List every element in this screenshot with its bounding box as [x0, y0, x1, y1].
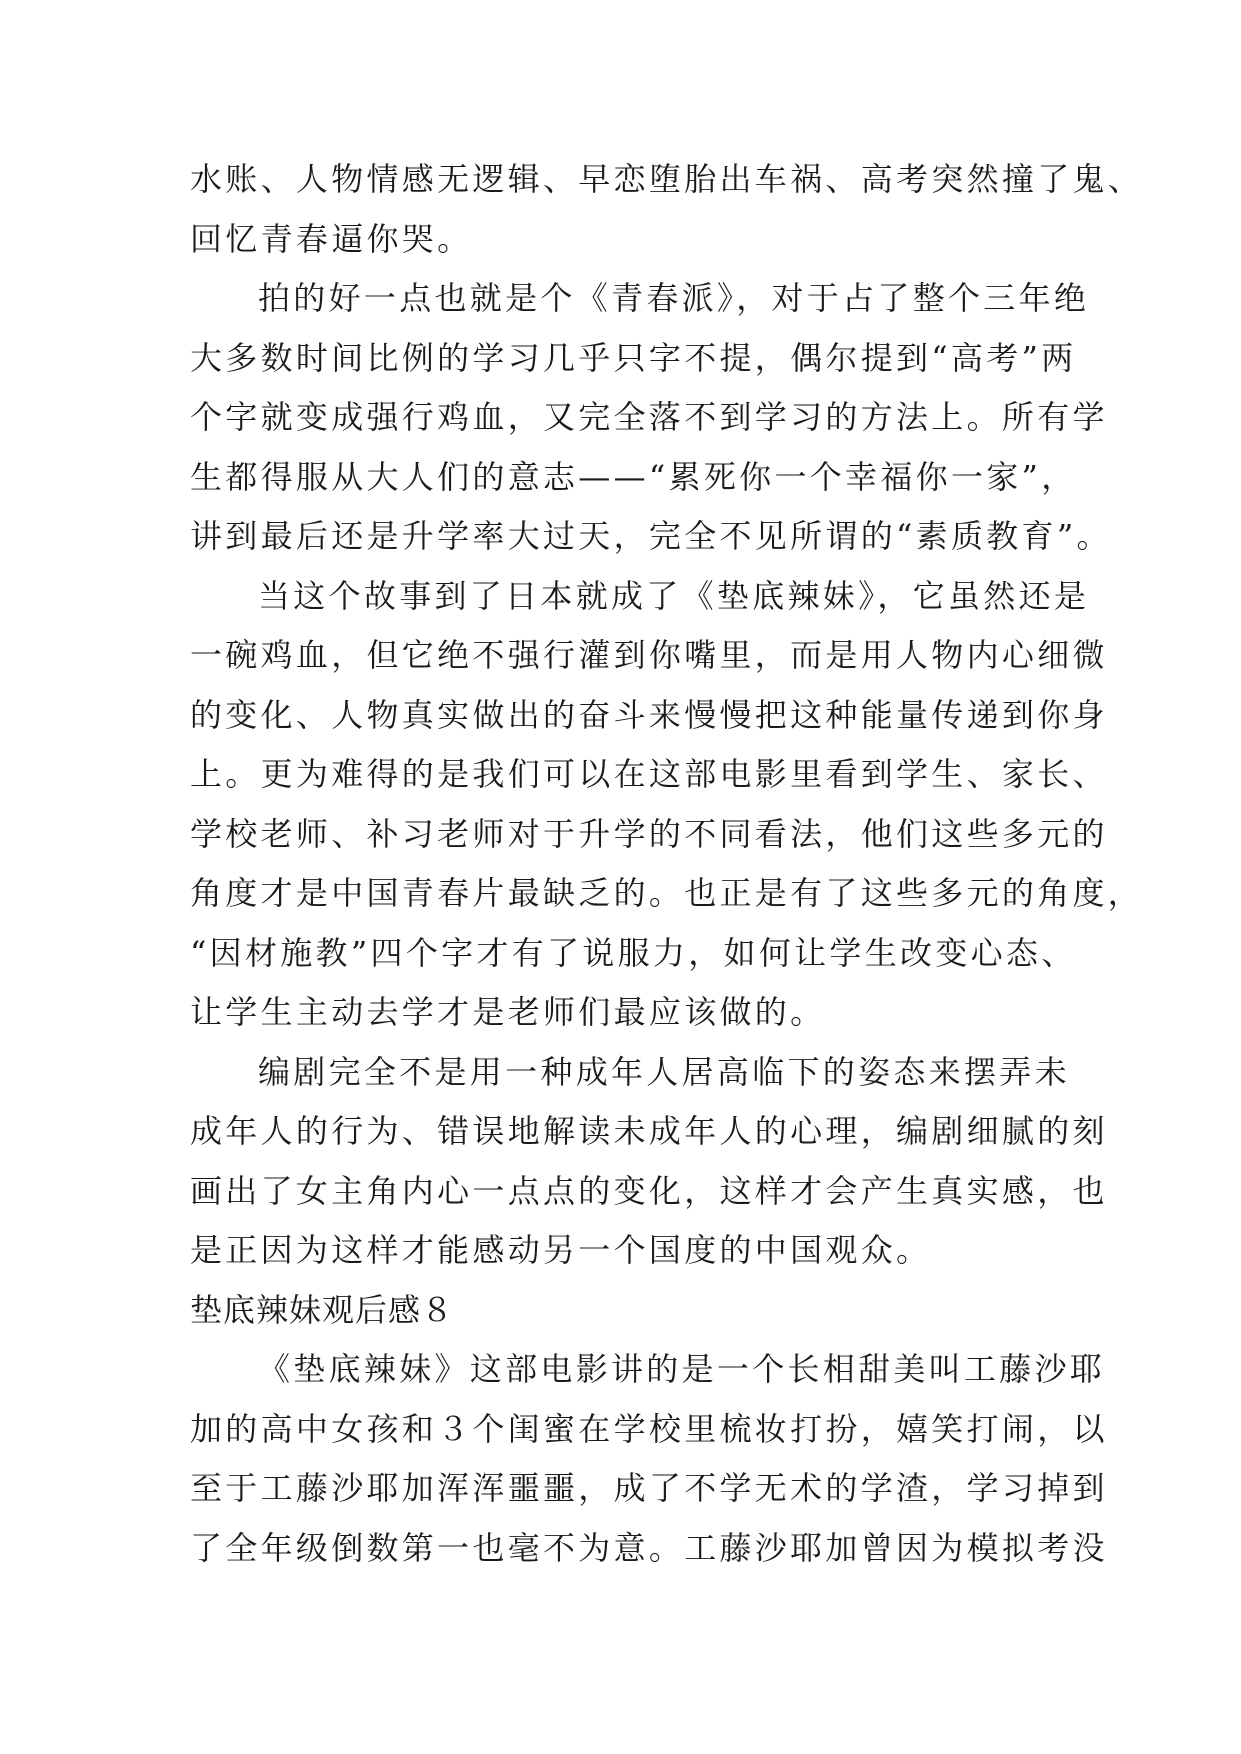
- text-line: 大多数时间比例的学习几乎只字不提，偶尔提到“高考”两: [190, 338, 1077, 377]
- text-line: 成年人的行为、错误地解读未成年人的心理，编剧细腻的刻: [190, 1112, 1108, 1150]
- text-line: 拍的好一点也就是个《青春派》，对于占了整个三年绝: [258, 279, 1090, 317]
- text-line: 一碗鸡血，但它绝不强行灌到你嘴里，而是用人物内心细微: [190, 636, 1108, 674]
- section-heading: 垫底辣妹观后感８: [190, 1290, 455, 1329]
- text-line: 回忆青春逼你哭。: [190, 219, 473, 258]
- text-line: 是正因为这样才能感动另一个国度的中国观众。: [190, 1231, 932, 1269]
- document-body: [190, 150, 1144, 1578]
- text-line: 至于工藤沙耶加浑浑噩噩，成了不学无术的学渣，学习掉到: [190, 1469, 1108, 1507]
- text-line: 了全年级倒数第一也毫不为意。工藤沙耶加曾因为模拟考没: [190, 1528, 1108, 1567]
- text-line: 个字就变成强行鸡血，又完全落不到学习的方法上。所有学: [190, 398, 1108, 436]
- text-line: 讲到最后还是升学率大过天，完全不见所谓的“素质教育”。: [190, 517, 1112, 555]
- text-line: 角度才是中国青春片最缺乏的。也正是有了这些多元的角度，: [190, 874, 1144, 912]
- text-line: 当这个故事到了日本就成了《垫底辣妹》，它虽然还是: [258, 576, 1090, 615]
- text-line: 编剧完全不是用一种成年人居高临下的姿态来摆弄未: [258, 1052, 1070, 1091]
- text-line: 上。更为难得的是我们可以在这部电影里看到学生、家长、: [190, 755, 1108, 793]
- text-line: 加的高中女孩和３个闺蜜在学校里梳妆打扮，嬉笑打闹，以: [190, 1409, 1108, 1448]
- text-line: 水账、人物情感无逻辑、早恋堕胎出车祸、高考突然撞了鬼、: [190, 160, 1144, 198]
- text-line: 《垫底辣妹》这部电影讲的是一个长相甜美叫工藤沙耶: [258, 1350, 1106, 1388]
- text-line: 画出了女主角内心一点点的变化，这样才会产生真实感，也: [190, 1171, 1108, 1210]
- text-line: “因材施教”四个字才有了说服力，如何让学生改变心态、: [190, 933, 1077, 972]
- text-line: 的变化、人物真实做出的奋斗来慢慢把这种能量传递到你身: [190, 695, 1108, 734]
- text-line: 学校老师、补习老师对于升学的不同看法，他们这些多元的: [190, 814, 1108, 853]
- text-line: 生都得服从大人们的意志——“累死你一个幸福你一家”，: [190, 457, 1077, 496]
- text-line: 让学生主动去学才是老师们最应该做的。: [190, 993, 826, 1031]
